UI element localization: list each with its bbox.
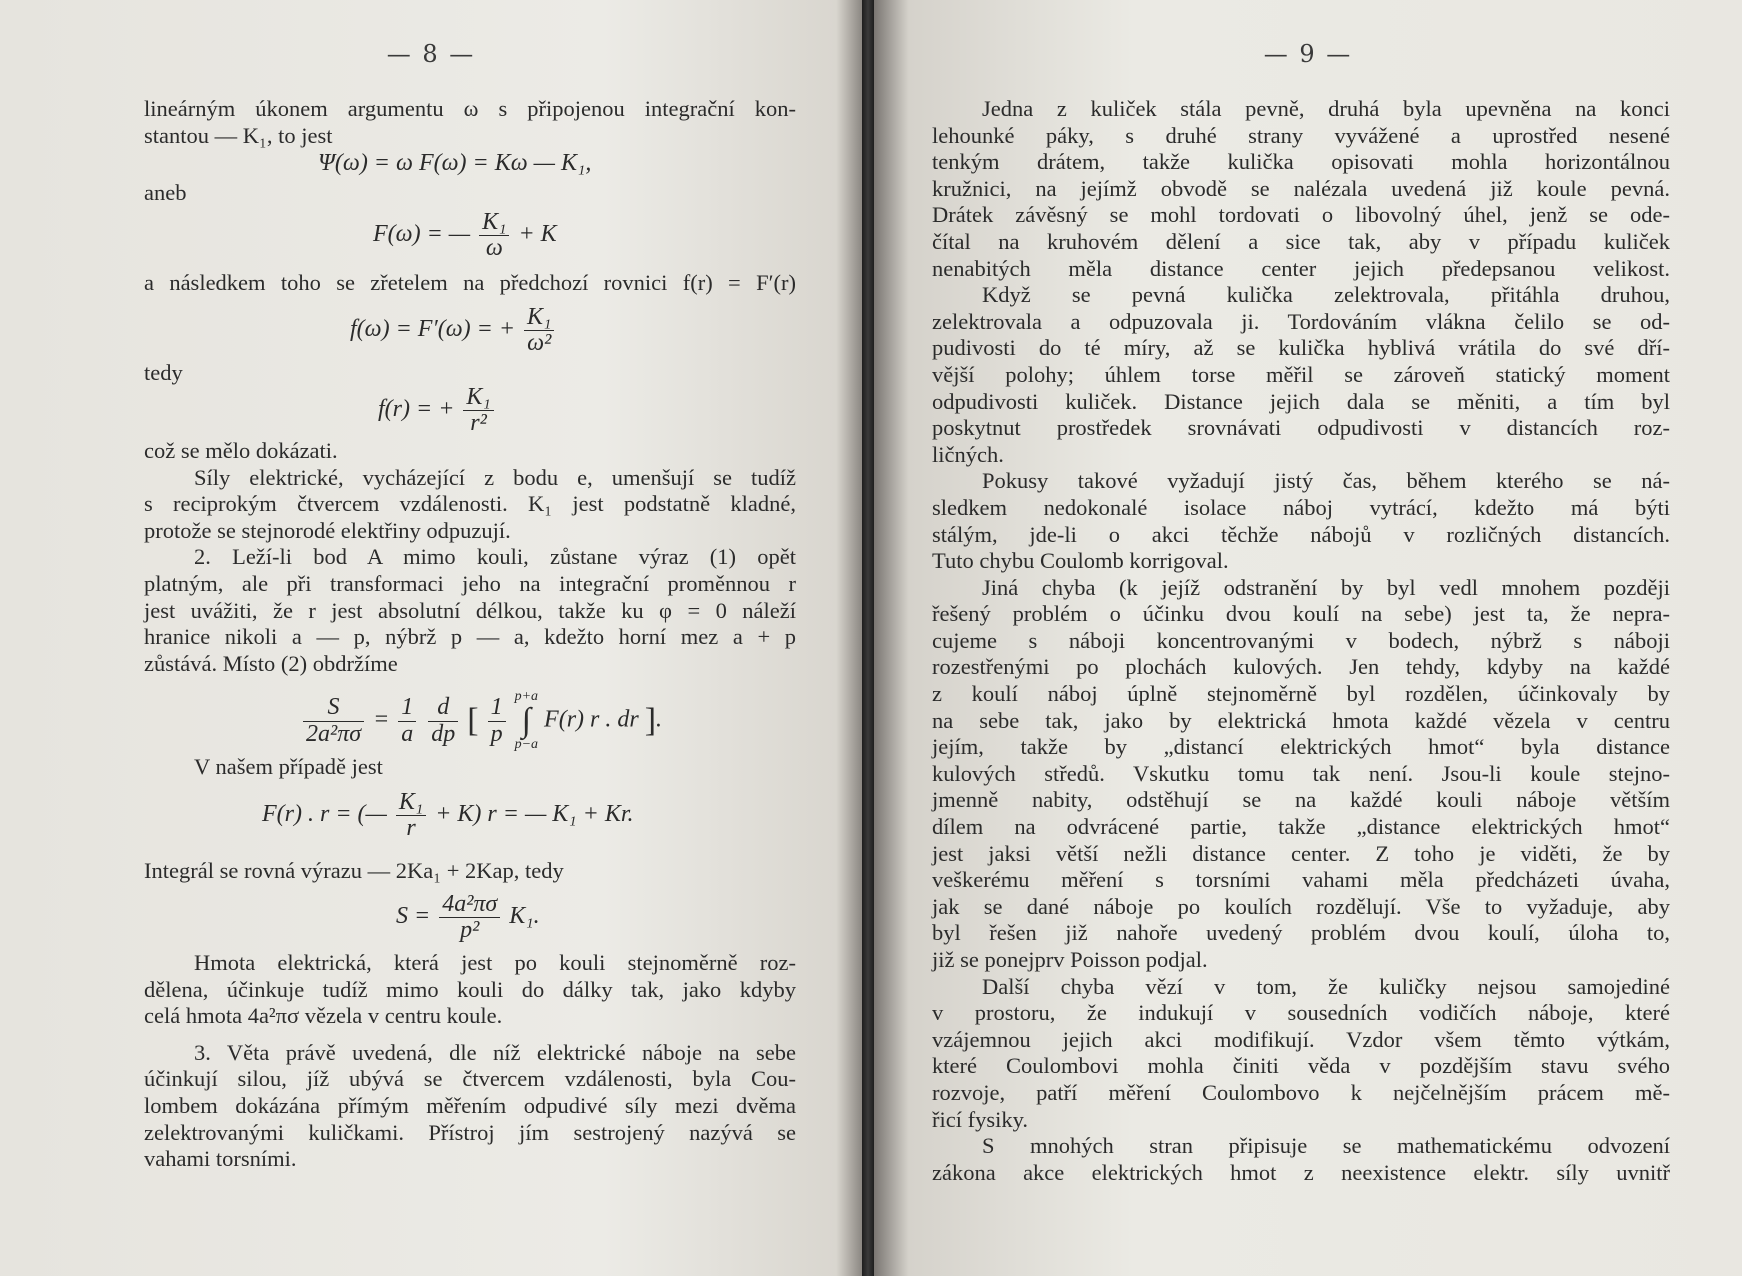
eq-part: + K: [518, 221, 557, 248]
paragraph: [144, 270, 796, 297]
text-line: již se ponejprv Poisson podjal.: [932, 947, 1208, 972]
equation: [396, 892, 540, 943]
denominator: ω: [485, 235, 503, 262]
text-line: Jedna z kuliček stála pevně, druhá byla upevněna na konci: [982, 96, 1670, 121]
text-line: 3. Věta právě uvedená, dle níž elektrické náboje na sebe: [194, 1039, 796, 1065]
text-line: Tuto chybu Coulomb korrigoval.: [932, 548, 1229, 574]
fraction: [428, 695, 458, 746]
text-line: v prostoru, že indukují v sousedních vodičích náboje, které: [932, 1000, 1670, 1026]
page-number: — 9 —: [1263, 40, 1353, 68]
numerator: S: [303, 695, 364, 721]
text-line: zákona akce elektrických hmot z neexistence elektr. síly uvnitř: [932, 1159, 1670, 1185]
paragraph: [144, 438, 796, 677]
text-line: rozvoje, patří měření Coulombovo k nejčelnějším prácem mě-: [932, 1079, 1670, 1105]
eq-part: F(r) . r = (—: [262, 801, 387, 828]
fraction: [524, 305, 554, 356]
text-line: Když se pevná kulička zelektrovala, přitáhla druhou,: [982, 282, 1670, 308]
text-line: což se mělo dokázati.: [144, 438, 338, 463]
text-line: 2. Leží-li bod A mimo kouli, zůstane výraz (1) opět: [194, 544, 796, 570]
text-line: platným, ale při transformaci jeho na integrační proměnnou r: [144, 570, 796, 596]
denominator: a: [401, 720, 414, 747]
text-line: nenabitých měla distance center jejich předepsanou velikost.: [932, 255, 1670, 281]
word: V našem případě jest: [194, 754, 383, 779]
text-line: pudivosti do té míry, až se kulička hyblivá vrátila do své dří-: [932, 335, 1670, 361]
denominator: ω²: [527, 330, 552, 357]
text-line: sledkem nedokonalé isolace náboj vytrácí, kdežto má býti: [932, 494, 1670, 520]
fraction: [463, 385, 493, 436]
bracket: [: [467, 702, 479, 739]
text-line: jak se dané náboje po koulích rozdělují. Vše to vyžaduje, aby: [932, 893, 1670, 919]
text-line: Drátek závěsný se mohl tordovati o libovolný úhel, jenž se ode-: [932, 202, 1670, 228]
text-line: celá hmota 4a²πσ vězela v centru koule.: [144, 1003, 503, 1029]
text-line: účinkují silou, jíž ubývá se čtvercem vzdálenosti, byla Cou-: [144, 1066, 796, 1092]
text-line: s reciprokým čtvercem vzdálenosti. K₁ jest podstatně kladné,: [144, 491, 796, 517]
text-line: dílem na odvrácené partie, takže „distance elektrických hmot“: [932, 814, 1670, 840]
denominator: 2a²πσ: [306, 720, 362, 747]
paragraph: [932, 96, 1670, 1186]
text-line: kružnici, na jejímž obvodě se nalézala uvedená již koule pevná.: [932, 175, 1670, 201]
text-line: ličných.: [932, 441, 1004, 467]
equation: Ψ(ω) = ω F(ω) = Kω — K₁,: [318, 150, 592, 176]
book-gutter: [862, 0, 874, 1276]
numerator: K₁: [524, 305, 554, 331]
text-line: rozestřenými po plochách kulových. Jen tehdy, kdyby na každé: [932, 654, 1670, 680]
text-line: jest jaksi větší nežli distance center. Z toho je viděti, že by: [932, 840, 1670, 866]
numerator: K₁: [463, 385, 493, 411]
text-line: jejím, takže by „distancí elektrických hmot“ byla distance: [932, 734, 1670, 760]
text-line: jest uvážiti, že r jest absolutní délkou, takže ku φ = 0 náleží: [144, 597, 796, 623]
text-line: byl řešen již nahoře uvedený problém dvou koulí, úloha to,: [932, 920, 1670, 946]
fraction: [439, 892, 500, 943]
fraction: [396, 790, 426, 841]
word: aneb: [144, 180, 187, 205]
text-line: vzájemnou jejich akci modifikují. Vzdor všem těmto výtkám,: [932, 1026, 1670, 1052]
text-line: zelektrovanými kuličkami. Přístroj jím sestrojený nazývá se: [144, 1119, 796, 1145]
fraction: [479, 210, 509, 261]
text-line: Síly elektrické, vycházející z bodu e, umenšují se tudíž: [194, 464, 796, 490]
text-line: vější polohy; úhlem torse měřil se zároveň statický moment: [932, 361, 1670, 387]
eq-part: =: [373, 706, 390, 733]
text-line: čítal na kruhovém dělení a sice tak, aby v případu kuliček: [932, 228, 1670, 254]
paragraph: [144, 950, 796, 1173]
numerator: d: [428, 695, 458, 721]
eq-part: F(ω) = —: [373, 221, 471, 248]
text-line: Hmota elektrická, která jest po kouli stejnoměrně roz-: [194, 950, 796, 975]
text-line: Další chyba vězí v tom, že kuličky nejsou samojediné: [982, 973, 1670, 999]
eq-part: S =: [396, 903, 431, 930]
fraction: [488, 695, 506, 746]
fraction: [398, 695, 416, 746]
text-line: a následkem toho se zřetelem na předchozí rovnici f(r) = F′(r): [144, 270, 796, 295]
bracket: ]: [644, 702, 657, 739]
text-line: stantou — K₁, to jest: [144, 122, 333, 148]
text-line: dělena, účinkuje tudíž mimo kouli do dálky tak, jako kdyby: [144, 976, 796, 1002]
text-line: řicí fysiky.: [932, 1106, 1029, 1132]
denominator: dp: [431, 720, 456, 747]
text-line: zelektrovala a odpuzovala ji. Tordováním vlákna čelilo se od-: [932, 308, 1670, 334]
integral-upper: p+a: [514, 689, 539, 704]
text-line: odpudivosti kuliček. Distance jejich dala se měniti, a tím byl: [932, 388, 1670, 414]
word: tedy: [144, 360, 183, 385]
integrand: F(r) r . dr: [544, 706, 639, 733]
text-line: které Coulombovi mohla činiti věda v pozdějším stavu svého: [932, 1053, 1670, 1079]
text-line: hranice nikoli a — p, nýbrž p — a, kdežto horní mez a + p: [144, 624, 796, 650]
fraction: [303, 695, 364, 746]
text-line: Pokusy takové vyžadují jistý čas, během kterého se ná-: [982, 468, 1670, 494]
text-line: lombem dokázána přímým měřením odpudivé síly mezi dvěma: [144, 1092, 796, 1118]
text-line: z koulí náboj úplně stejnoměrně byl rozdělen, účinkovaly by: [932, 681, 1670, 707]
text-line: řešený problém o účinku dvou koulí na sebe) jest ta, že nepra-: [932, 601, 1670, 627]
left-page: [0, 0, 862, 1276]
text-line: veškerému měření s torsními vahami měla předcházeti úvaha,: [932, 867, 1670, 893]
numerator: K₁: [479, 210, 509, 236]
eq-part: K₁.: [509, 903, 540, 930]
denominator: r²: [470, 410, 487, 437]
numerator: 1: [488, 695, 506, 721]
denominator: r: [406, 815, 416, 842]
right-page: [874, 0, 1742, 1276]
text-line: S mnohých stran připisuje se mathematickému odvození: [982, 1133, 1670, 1159]
text-line: vahami torsními.: [144, 1146, 297, 1172]
equation: [262, 790, 634, 841]
equation: [350, 305, 557, 356]
equation: [373, 210, 557, 261]
text-line: lineárným úkonem argumentu ω s připojenou integrační kon-: [144, 96, 796, 121]
text-line: na sebe tak, jako by elektrická hmota každé vězela v centru: [932, 707, 1670, 733]
text-line: stálým, jde-li o akci těchže nábojů v rozličných distancích.: [932, 521, 1670, 547]
text-line: protože se stejnorodé elektřiny odpuzují.: [144, 517, 511, 543]
numerator: 4a²πσ: [439, 892, 500, 918]
numerator: K₁: [396, 790, 426, 816]
equation: $\frac{S}{\text{2a²πσ}}$ = $\frac{1}{a}$ $\frac{d}{dp}$ [ $\frac{1}{p}$ p+a ∫ p−a F(r) r . dr ].: [300, 690, 662, 752]
page-number: — 8 —: [386, 40, 476, 68]
denominator: p: [490, 720, 503, 747]
eq-part: f(r) = +: [378, 396, 455, 423]
integral-sign: ∫: [521, 702, 531, 739]
integral: [515, 690, 538, 752]
text-line: lehounké páky, s druhé strany vyvážené a uprostřed nesené: [932, 122, 1670, 148]
text-line: poskytnut prostředek srovnávati odpudivosti v distancích roz-: [932, 415, 1670, 441]
eq-part: f(ω) = F′(ω) = +: [350, 316, 516, 343]
text-line: cujeme s náboji koncentrovanými v bodech, nýbrž s náboji: [932, 627, 1670, 653]
equation: [378, 385, 497, 436]
text-line: tenkým drátem, takže kulička opisovati mohla horizontálnou: [932, 149, 1670, 175]
text-line: zůstává. Místo (2) obdržíme: [144, 650, 398, 676]
text-line: Integrál se rovná výrazu — 2Ka₁ + 2Kap, tedy: [144, 858, 564, 883]
text-line: Jiná chyba (k jejíž odstranění by byl vedl mnohem později: [982, 574, 1670, 600]
paragraph: [144, 858, 796, 885]
text-line: kulových středů. Vskutku tomu tak není. Jsou-li koule stejno-: [932, 760, 1670, 786]
integral-lower: p−a: [514, 737, 539, 752]
paragraph: [144, 96, 796, 149]
eq-part: + K) r = — K₁ + Kr.: [435, 801, 634, 828]
numerator: 1: [398, 695, 416, 721]
text-line: jmenně nabity, odstěhují se na každé kouli náboje větším: [932, 787, 1670, 813]
denominator: p²: [460, 917, 480, 944]
